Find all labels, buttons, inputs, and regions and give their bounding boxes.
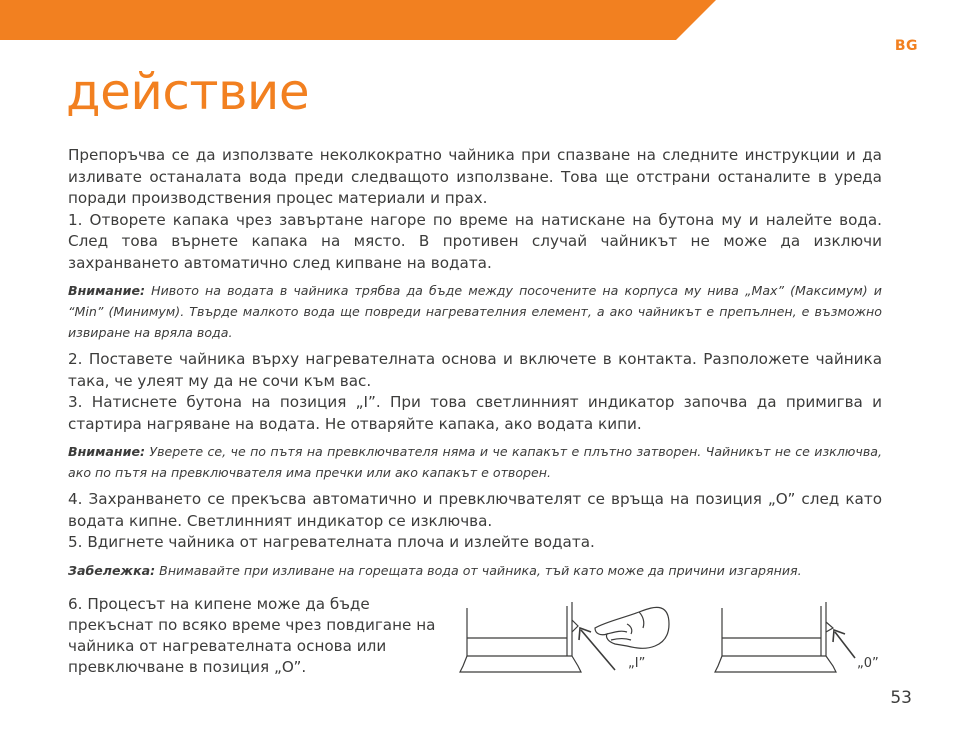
switch-on-label: „I” bbox=[628, 656, 646, 671]
step-4: 4. Захранването се прекъсва автоматично и превключвателят се връща на позиция „O” след като водата кипне. Светлинният индикатор се изключва. bbox=[68, 490, 882, 530]
warning-label: Внимание: bbox=[68, 283, 146, 298]
instructions-body bbox=[68, 145, 882, 581]
switch-off-label: „0” bbox=[857, 656, 879, 671]
step-1: 1. Отворете капака чрез завъртане нагоре по време на натискане на бутона му и налейте вода. След това върнете капака на място. В противен случай чайникът не може да изключи захранването автоматично след кипване на водата. bbox=[68, 210, 882, 272]
warning-label: Внимание: bbox=[68, 444, 146, 459]
remark-label: Забележка: bbox=[68, 562, 156, 578]
warning-note-1 bbox=[68, 280, 882, 343]
kettle-switch-illustration bbox=[455, 598, 895, 680]
warning-text: Нивото на водата в чайника трябва да бъде между посочените на корпуса му нива „Max” (Максимум) и “Min” (Минимум). Твърде малкото вода ще повреди нагревателния елемент, а ако чайникът е препълнен, е възможно извиране на вряла вода. bbox=[68, 283, 882, 340]
warning-text: Уверете се, че по пътя на превключвателя няма и че капакът е плътно затворен. Чайникът не се изключва, ако по пътя на превключвателя има пречки или ако капакът е отворен. bbox=[68, 444, 882, 480]
page-title: действие bbox=[66, 63, 310, 121]
step-5: 5. Вдигнете чайника от нагревателната плоча и излейте водата. bbox=[68, 533, 595, 551]
remark-text: Внимавайте при изливане на горещата вода от чайника, тъй като може да причини изгаряния. bbox=[155, 562, 802, 578]
warning-note-2 bbox=[68, 441, 882, 483]
step-3: 3. Натиснете бутона на позиция „I”. При това светлинният индикатор започва да примигва и стартира нагряване на водата. Не отваряйте капака, ако водата кипи. bbox=[68, 393, 882, 433]
arrow-icon bbox=[833, 630, 855, 658]
kettle-left-icon bbox=[460, 602, 581, 672]
page-number: 53 bbox=[890, 688, 912, 708]
header-band bbox=[0, 0, 954, 40]
step-6: 6. Процесът на кипене може да бъде прекъснат по всяко време чрез повдигане на чайника от нагревателната основа или превключване в позиция „O”. bbox=[68, 595, 436, 676]
pointing-hand-icon bbox=[595, 607, 669, 648]
remark-note bbox=[68, 560, 882, 581]
intro-paragraph: Препоръчва се да използвате неколкократно чайника при спазване на следните инструкции и да изливате останалата вода преди следващото използване. Това ще отстрани останалите в уреда поради производствения процес материали и прах. bbox=[68, 146, 882, 207]
kettle-right-icon bbox=[715, 602, 836, 672]
language-badge: BG bbox=[894, 38, 918, 54]
step-2: 2. Поставете чайника върху нагревателната основа и включете в контакта. Разположете чайника така, че улеят му да не сочи към вас. bbox=[68, 350, 882, 390]
